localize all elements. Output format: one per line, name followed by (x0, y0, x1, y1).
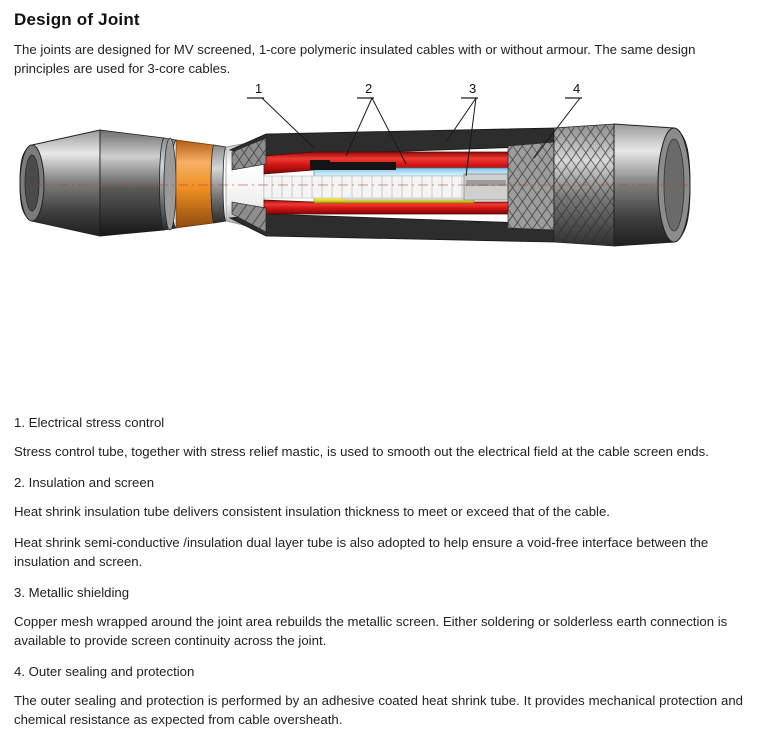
intro-paragraph: The joints are designed for MV screened, 1-core polymeric insulated cables with or without armour. The same design principles are used for 3-core cables. (14, 42, 696, 76)
section-heading-3: 3. Metallic shielding (14, 585, 130, 600)
section-heading-4: 4. Outer sealing and protection (14, 664, 195, 679)
outer-sheath-bottom (230, 214, 554, 242)
ribbed-core (264, 176, 464, 198)
section-body-1-p1: Stress control tube, together with stress relief mastic, is used to smooth out the electrical field at the cable screen ends. (14, 444, 709, 459)
conductor-top (330, 162, 396, 170)
section-body-2-p2: Heat shrink semi-conductive /insulation dual layer tube is also adopted to help ensure a void-free interface between the insulation and screen. (14, 535, 709, 569)
joint-cutaway-figure (14, 81, 747, 305)
left-outer-sheath (100, 130, 164, 236)
section-body-3-p1: Copper mesh wrapped around the joint area rebuilds the metallic screen. Either soldering or solderless earth connection is available to provide screen continuity across the joint. (14, 614, 728, 648)
callout-label-2: 2 (365, 81, 373, 96)
section-body-2-p1: Heat shrink insulation tube delivers consistent insulation thickness to meet or exceed that of the cable. (14, 504, 610, 519)
sealing-ring-mid (211, 145, 226, 223)
conductor-end (310, 160, 330, 170)
callout-label-1: 1 (255, 81, 263, 96)
section-heading-1: 1. Electrical stress control (14, 415, 165, 430)
section-body-4-p1: The outer sealing and protection is performed by an adhesive coated heat shrink tube. It provides mechanical protection and chemical resistance as expected from cable oversheath. (14, 693, 743, 727)
callout-label-3: 3 (469, 81, 477, 96)
left-cable-end (20, 130, 100, 236)
stress-control-orange (176, 140, 214, 228)
callout-label-4: 4 (573, 81, 581, 96)
page-title: Design of Joint (14, 10, 140, 29)
copper-mesh-right (508, 142, 554, 230)
body-sections (14, 413, 743, 729)
earth-connection-block (464, 174, 508, 200)
joint-diagram-svg (14, 90, 747, 305)
section-heading-2: 2. Insulation and screen (14, 475, 155, 490)
